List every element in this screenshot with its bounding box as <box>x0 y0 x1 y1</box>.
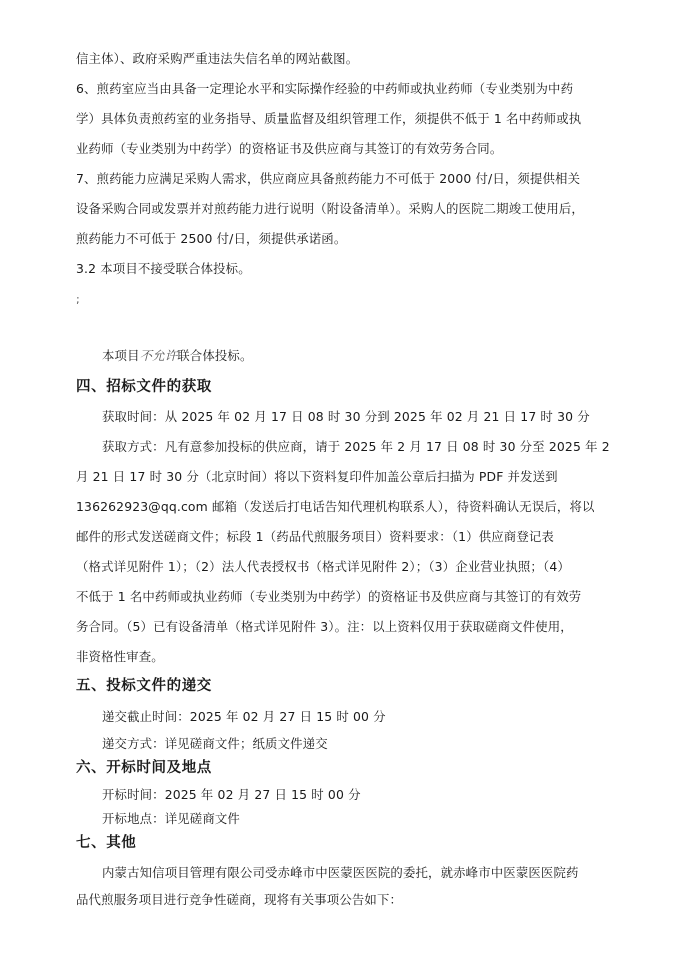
consortium-note <box>102 347 253 365</box>
acquire-method-line-2: 月 21 日 17 时 30 分（北京时间）将以下资料复印件加盖公章后扫描为 PDF 并发送到 <box>76 469 558 484</box>
text-line: 信主体）、政府采购严重违法失信名单的网站截图。 <box>76 51 359 66</box>
section4-heading: 四、招标文件的获取 <box>76 379 212 395</box>
acquire-method-line-7: 务合同。（5）已有设备清单（格式详见附件 3）。注：以上资料仅用于获取磋商文件使用， <box>76 619 573 634</box>
section7-heading: 七、其他 <box>76 835 137 851</box>
item7-line-3: 煎药能力不可低于 2500 付/日，须提供承诺函。 <box>76 231 347 246</box>
acquire-method-line-5: （格式详见附件 1）；（2）法人代表授权书（格式详见附件 2）；（3）企业营业执照；（4） <box>76 559 570 574</box>
item7-line-1: 7、煎药能力应满足采购人需求，供应商应具备煎药能力不可低于 2000 付/日，须提供相关 <box>76 171 581 186</box>
section6-heading: 六、开标时间及地点 <box>76 760 212 776</box>
consortium-italic: 不允许 <box>139 348 178 363</box>
item7-line-2: 设备采购合同或发票并对煎药能力进行说明（附设备清单）。采购人的医院二期竣工使用后， <box>76 201 584 216</box>
acquire-method-line-6: 不低于 1 名中药师或执业药师（专业类别为中药学）的资格证书及供应商与其签订的有效劳 <box>76 589 582 604</box>
item6-line-1: 6、煎药室应当由具备一定理论水平和实际操作经验的中药师或执业药师（专业类别为中药 <box>76 81 574 96</box>
section5-heading: 五、投标文件的递交 <box>76 678 212 694</box>
consortium-suffix: 联合体投标。 <box>177 348 253 363</box>
acquire-method-line-3: 136262923@qq.com 邮箱（发送后打电话告知代理机构联系人），待资料确认无误后，将以 <box>76 499 595 514</box>
opening-time: 开标时间：2025 年 02 月 27 日 15 时 00 分 <box>102 787 361 802</box>
acquire-method-line-4: 邮件的形式发送磋商文件；标段 1（药品代煎服务项目）资料要求：（1）供应商登记表 <box>76 529 554 544</box>
acquire-time: 获取时间：从 2025 年 02 月 17 日 08 时 30 分到 2025 年 02 月 21 日 17 时 30 分 <box>102 409 590 424</box>
submit-method: 递交方式：详见磋商文件；纸质文件递交 <box>102 736 328 751</box>
item-3-2: 3.2 本项目不接受联合体投标。 <box>76 261 251 276</box>
semicolon-mark: ; <box>76 293 80 306</box>
opening-place: 开标地点：详见磋商文件 <box>102 811 240 826</box>
item6-line-3: 业药师（专业类别为中药学）的资格证书及供应商与其签订的有效劳务合同。 <box>76 141 503 156</box>
other-line-2: 品代煎服务项目进行竞争性磋商，现将有关事项公告如下： <box>76 892 403 907</box>
consortium-prefix: 本项目 <box>102 348 140 363</box>
other-line-1: 内蒙古知信项目管理有限公司受赤峰市中医蒙医医院的委托，就赤峰市中医蒙医医院药 <box>102 865 579 880</box>
submit-deadline: 递交截止时间：2025 年 02 月 27 日 15 时 00 分 <box>102 709 386 724</box>
acquire-method-line-8: 非资格性审查。 <box>76 649 164 664</box>
item6-line-2: 学）具体负责煎药室的业务指导、质量监督及组织管理工作，须提供不低于 1 名中药师或执 <box>76 111 582 126</box>
acquire-method-line-1: 获取方式：凡有意参加投标的供应商，请于 2025 年 2 月 17 日 08 时 30 分至 2025 年 2 <box>102 439 610 454</box>
